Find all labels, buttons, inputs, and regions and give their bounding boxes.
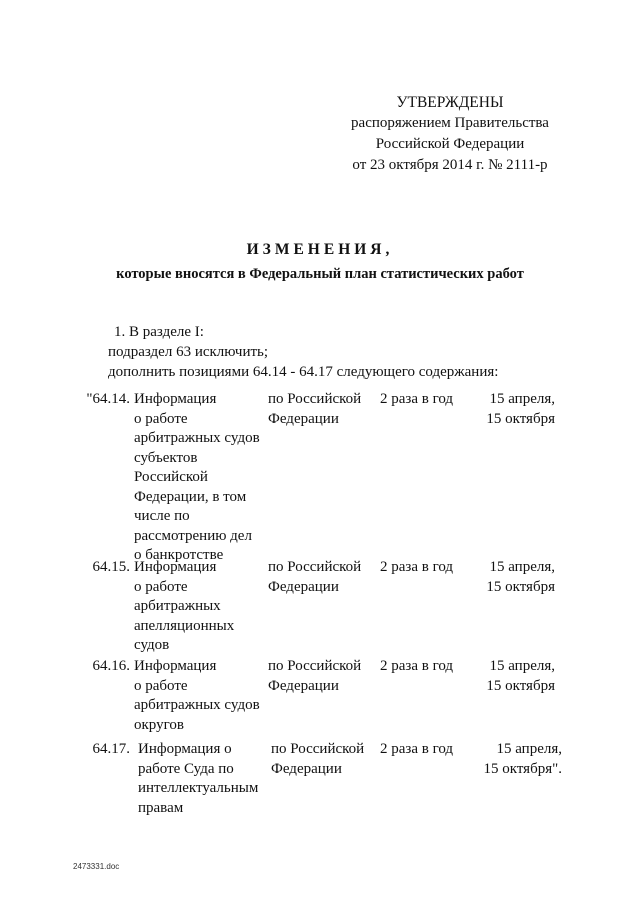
intro-paragraph: [108, 322, 498, 382]
desc-line: правам: [138, 799, 184, 816]
approval-heading: УТВЕРЖДЕНЫ: [396, 94, 504, 111]
entry-due-dates: [455, 657, 555, 696]
entry-territory: [268, 390, 368, 429]
terr-line: по Российской: [268, 391, 362, 407]
desc-line: Информация о: [138, 741, 232, 757]
desc-line: арбитражных: [134, 598, 221, 614]
entry-number: 64.17.: [92, 741, 130, 757]
desc-line: арбитражных судов: [134, 430, 260, 446]
desc-line: работе Суда по: [138, 760, 234, 777]
desc-line: числе по: [134, 508, 190, 524]
intro-line-section: 1. В разделе I:: [114, 324, 204, 340]
due-line: 15 октября: [486, 677, 555, 694]
intro-line-add: дополнить позициями 64.14 - 64.17 следующего содержания:: [108, 364, 499, 380]
entry-frequency: 2 раза в год: [380, 391, 454, 407]
document-file-id: 2473331.doc: [73, 862, 120, 871]
entry-number: "64.14.: [86, 391, 130, 407]
entry-number: 64.15.: [92, 559, 130, 575]
approval-line-order: распоряжением Правительства: [351, 115, 549, 131]
intro-line-exclude: подраздел 63 исключить;: [108, 344, 269, 360]
due-line: 15 апреля,: [489, 658, 555, 674]
document-subtitle: которые вносятся в Федеральный план статистических работ: [116, 266, 524, 282]
desc-line: о работе: [134, 410, 188, 427]
desc-line: Федерации, в том: [134, 488, 247, 505]
desc-line: Информация: [134, 391, 217, 407]
terr-line: по Российской: [268, 559, 362, 575]
approval-line-government: Российской Федерации: [375, 136, 525, 152]
entry-due-dates: [462, 740, 562, 779]
approval-block: [330, 92, 570, 176]
entry-description: [134, 390, 266, 566]
terr-line: по Российской: [268, 658, 362, 674]
due-line: 15 октября".: [483, 760, 562, 777]
entry-description: [138, 740, 270, 818]
desc-line: рассмотрению дел: [134, 527, 252, 544]
due-line: 15 апреля,: [489, 559, 555, 575]
entry-territory: [268, 657, 368, 696]
desc-line: Информация: [134, 559, 217, 575]
entry-number: 64.16.: [92, 658, 130, 674]
desc-line: о работе: [134, 578, 188, 595]
desc-line: арбитражных судов: [134, 697, 260, 713]
entry-description: [134, 657, 266, 735]
entry-frequency: 2 раза в год: [380, 658, 454, 674]
entry-description: [134, 558, 266, 656]
desc-line: апелляционных: [134, 617, 235, 634]
due-line: 15 апреля,: [489, 391, 555, 407]
terr-line: Федерации: [268, 410, 339, 427]
desc-line: Российской: [134, 469, 208, 485]
entry-due-dates: [455, 390, 555, 429]
due-line: 15 октября: [486, 578, 555, 595]
terr-line: Федерации: [268, 677, 339, 694]
desc-line: судов: [134, 637, 170, 653]
due-line: 15 октября: [486, 410, 555, 427]
entry-territory: [268, 558, 368, 597]
terr-line: по Российской: [271, 741, 365, 757]
approval-line-date-number: от 23 октября 2014 г. № 2111-р: [352, 157, 548, 173]
entry-territory: [271, 740, 371, 779]
desc-line: о банкротстве: [134, 547, 224, 563]
entry-due-dates: [455, 558, 555, 597]
entry-frequency: 2 раза в год: [380, 741, 454, 757]
desc-line: округов: [134, 716, 184, 733]
entry-frequency: 2 раза в год: [380, 559, 454, 575]
desc-line: о работе: [134, 677, 188, 694]
terr-line: Федерации: [268, 578, 339, 595]
desc-line: Информация: [134, 658, 217, 674]
due-line: 15 апреля,: [496, 741, 562, 757]
terr-line: Федерации: [271, 760, 342, 777]
document-title: ИЗМЕНЕНИЯ,: [246, 241, 394, 258]
desc-line: субъектов: [134, 449, 198, 466]
desc-line: интеллектуальным: [138, 780, 259, 796]
